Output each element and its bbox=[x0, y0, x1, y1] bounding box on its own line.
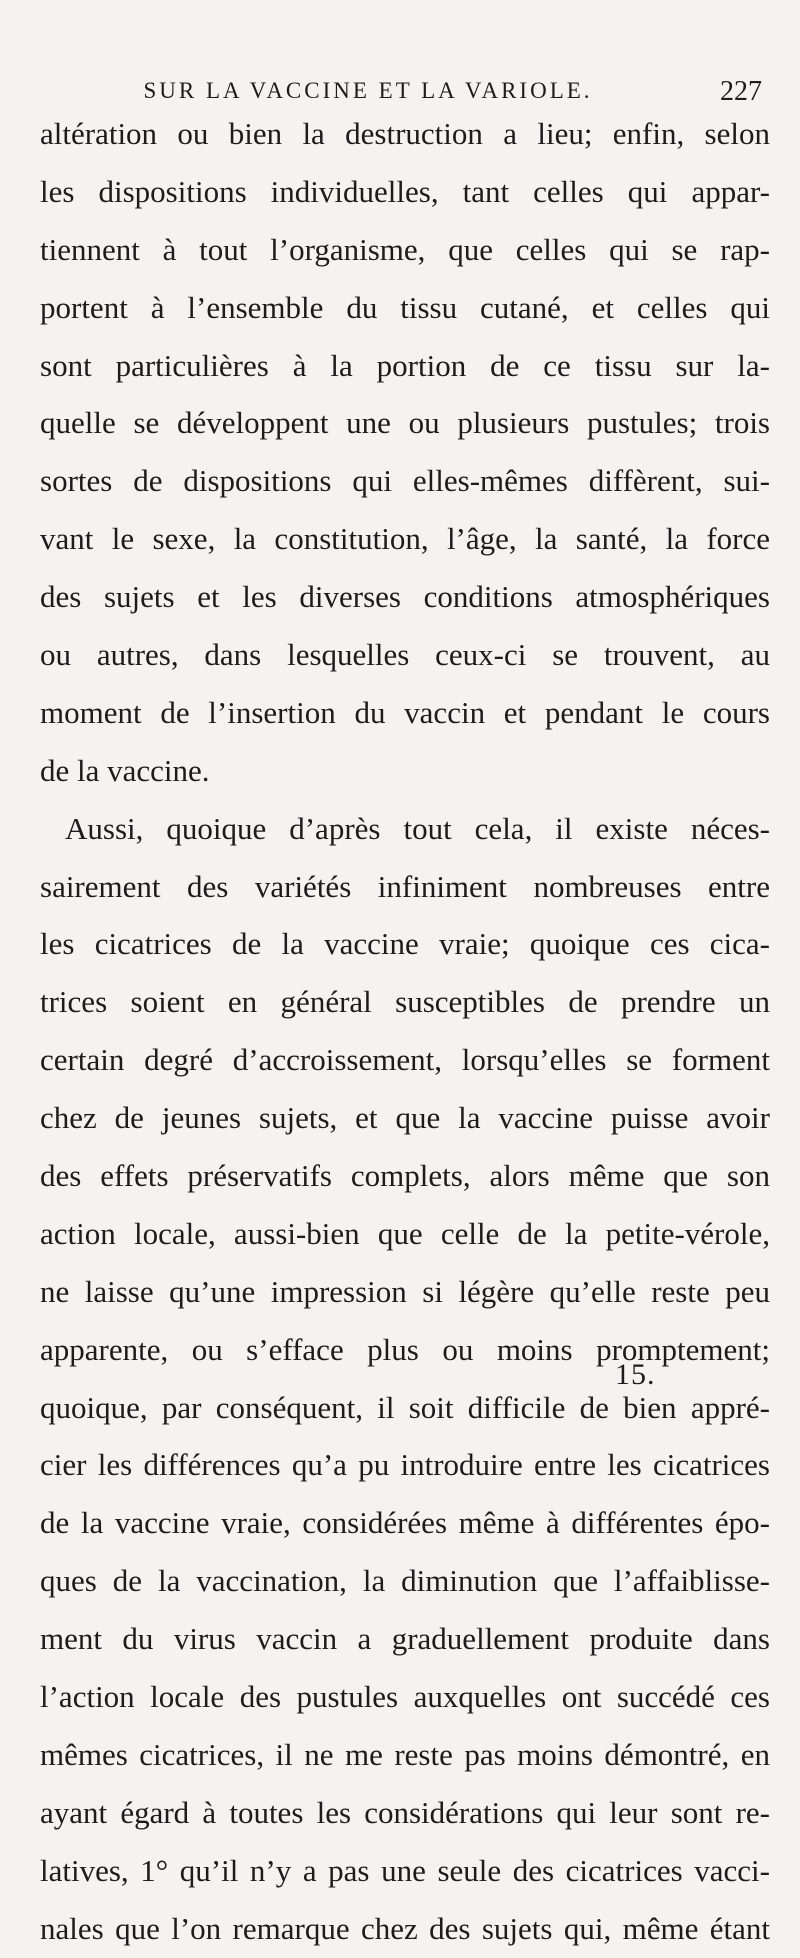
text-line: latives, 1° qu’il n’y a pas une seule des cicatrices vacci- bbox=[40, 1852, 770, 1888]
text-line: les dispositions individuelles, tant celles qui appar- bbox=[40, 173, 770, 209]
page-number: 227 bbox=[720, 76, 762, 107]
text-line: portent à l’ensemble du tissu cutané, et celles qui bbox=[40, 289, 770, 325]
text-line: vant le sexe, la constitution, l’âge, la santé, la force bbox=[40, 521, 770, 557]
text-line: tiennent à tout l’organisme, que celles qui se rap- bbox=[40, 231, 770, 267]
signature-mark: 15. bbox=[615, 1358, 656, 1391]
text-line: l’action locale des pustules auxquelles ont succédé ces bbox=[40, 1679, 770, 1715]
text-line: quelle se développent une ou plusieurs pustules; trois bbox=[40, 405, 770, 441]
text-line: sont particulières à la portion de ce tissu sur la- bbox=[40, 347, 770, 383]
text-line: moment de l’insertion du vaccin et pendant le cours bbox=[40, 694, 770, 730]
text-line: ment du virus vaccin a graduellement produite dans bbox=[40, 1621, 770, 1657]
text-line: ne laisse qu’une impression si légère qu’elle reste peu bbox=[40, 1273, 770, 1309]
text-line: de la vaccine. bbox=[40, 752, 210, 788]
paragraph-start-line: Aussi, quoique d’après tout cela, il existe néces- bbox=[65, 810, 770, 846]
body-text bbox=[40, 105, 770, 1958]
text-line: de la vaccine vraie, considérées même à différentes épo- bbox=[40, 1505, 770, 1541]
text-line: sortes de dispositions qui elles-mêmes diffèrent, sui- bbox=[40, 463, 770, 499]
text-line: ayant égard à toutes les considérations qui leur sont re- bbox=[40, 1794, 770, 1830]
text-line: altération ou bien la destruction a lieu; enfin, selon bbox=[40, 116, 770, 151]
text-line: ques de la vaccination, la diminution que l’affaiblisse- bbox=[40, 1563, 770, 1599]
text-line: sairement des variétés infiniment nombreuses entre bbox=[40, 868, 770, 904]
text-line: apparente, ou s’efface plus ou moins promptement; bbox=[40, 1331, 770, 1367]
text-line: trices soient en général susceptibles de prendre un bbox=[40, 984, 770, 1020]
text-line: cier les différences qu’a pu introduire entre les cicatrices bbox=[40, 1447, 770, 1483]
text-line: chez de jeunes sujets, et que la vaccine puisse avoir bbox=[40, 1100, 770, 1136]
text-line: les cicatrices de la vaccine vraie; quoique ces cica- bbox=[40, 926, 770, 962]
text-line: nales que l’on remarque chez des sujets qui, même étant bbox=[40, 1910, 770, 1946]
text-line: certain degré d’accroissement, lorsqu’elles se forment bbox=[40, 1042, 770, 1078]
text-line: ou autres, dans lesquelles ceux-ci se trouvent, au bbox=[40, 637, 770, 673]
running-title: SUR LA VACCINE ET LA VARIOLE. bbox=[143, 78, 593, 103]
text-line: action locale, aussi-bien que celle de la petite-vérole, bbox=[40, 1215, 770, 1251]
text-line: quoique, par conséquent, il soit difficile de bien appré- bbox=[40, 1389, 770, 1425]
text-line: mêmes cicatrices, il ne me reste pas moins démontré, en bbox=[40, 1736, 770, 1772]
text-line: des effets préservatifs complets, alors même que son bbox=[40, 1158, 770, 1194]
text-line: des sujets et les diverses conditions atmosphériques bbox=[40, 579, 770, 615]
